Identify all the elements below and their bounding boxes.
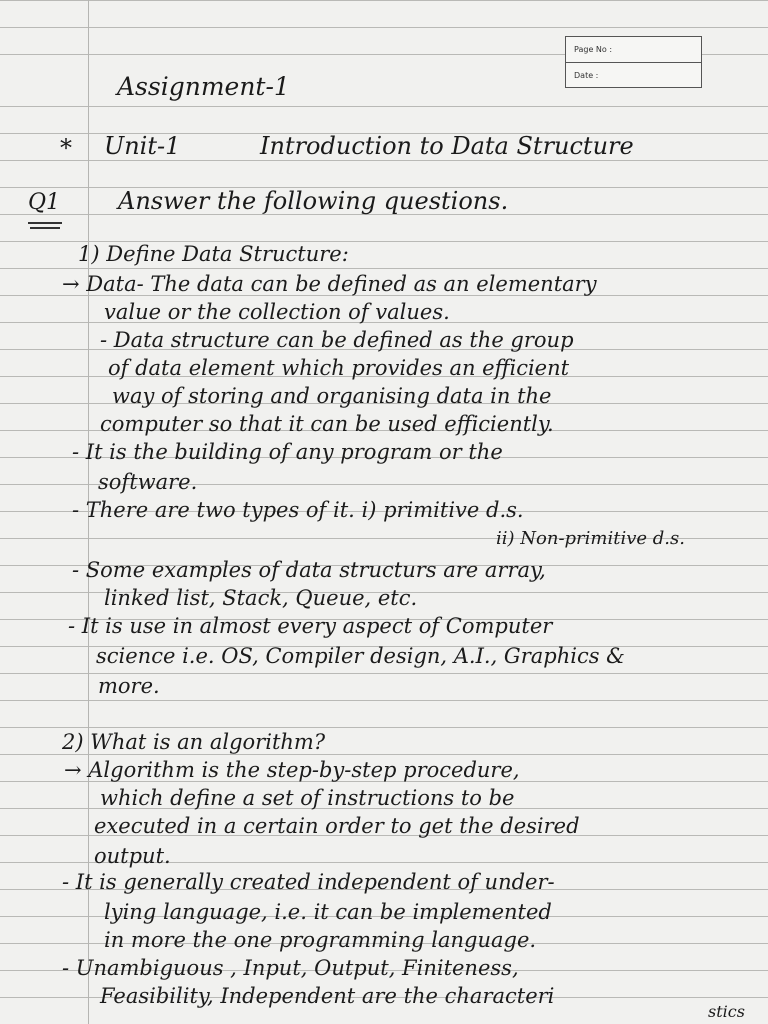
- question-underline: [28, 222, 62, 224]
- line-stics: stics: [708, 1002, 745, 1021]
- unit-label: Unit-1: [104, 132, 181, 160]
- page-no-label: Page No :: [574, 45, 613, 54]
- line-software: software.: [98, 470, 198, 494]
- line-more: more.: [98, 674, 160, 698]
- date-label: Date :: [566, 62, 701, 88]
- bullet-star: *: [60, 134, 72, 162]
- line-non-primitive: ii) Non-primitive d.s.: [496, 528, 685, 549]
- line-define-ds: 1) Define Data Structure:: [78, 242, 349, 266]
- line-linked-list: linked list, Stack, Queue, etc.: [104, 586, 418, 610]
- question-underline-second: [30, 227, 60, 229]
- line-what-is-algorithm: 2) What is an algorithm?: [62, 730, 326, 754]
- line-output: output.: [94, 844, 171, 868]
- line-data-definition: → Data- The data can be defined as an elementary: [62, 272, 597, 296]
- line-feasibility: Feasibility, Independent are the characteri: [100, 984, 555, 1008]
- line-every-aspect: - It is use in almost every aspect of Computer: [68, 614, 553, 638]
- line-science: science i.e. OS, Compiler design, A.I., Graphics &: [96, 644, 625, 668]
- line-algorithm-definition: → Algorithm is the step-by-step procedure,: [64, 758, 520, 782]
- unit-title: Introduction to Data Structure: [260, 132, 634, 160]
- line-two-types: - There are two types of it. i) primitive d.s.: [72, 498, 524, 522]
- line-computer: computer so that it can be used efficiently.: [100, 412, 554, 436]
- question-prompt: Answer the following questions.: [118, 187, 509, 215]
- line-building: - It is the building of any program or the: [72, 440, 503, 464]
- line-programming-language: in more the one programming language.: [104, 928, 537, 952]
- line-data-element: of data element which provides an efficient: [108, 356, 570, 380]
- question-label: Q1: [28, 190, 61, 215]
- page-date-box: [565, 36, 702, 88]
- line-values: value or the collection of values.: [104, 300, 450, 324]
- line-storing: way of storing and organising data in the: [112, 384, 552, 408]
- line-ds-definition: - Data structure can be defined as the group: [100, 328, 574, 352]
- line-characteristics-list: - Unambiguous , Input, Output, Finiteness,: [62, 956, 519, 980]
- assignment-title: Assignment-1: [117, 72, 290, 101]
- line-underlying: lying language, i.e. it can be implemented: [104, 900, 552, 924]
- line-executed: executed in a certain order to get the desired: [94, 814, 580, 838]
- line-instructions: which define a set of instructions to be: [100, 786, 515, 810]
- line-independent: - It is generally created independent of under-: [62, 870, 555, 894]
- line-examples: - Some examples of data structurs are array,: [72, 558, 546, 582]
